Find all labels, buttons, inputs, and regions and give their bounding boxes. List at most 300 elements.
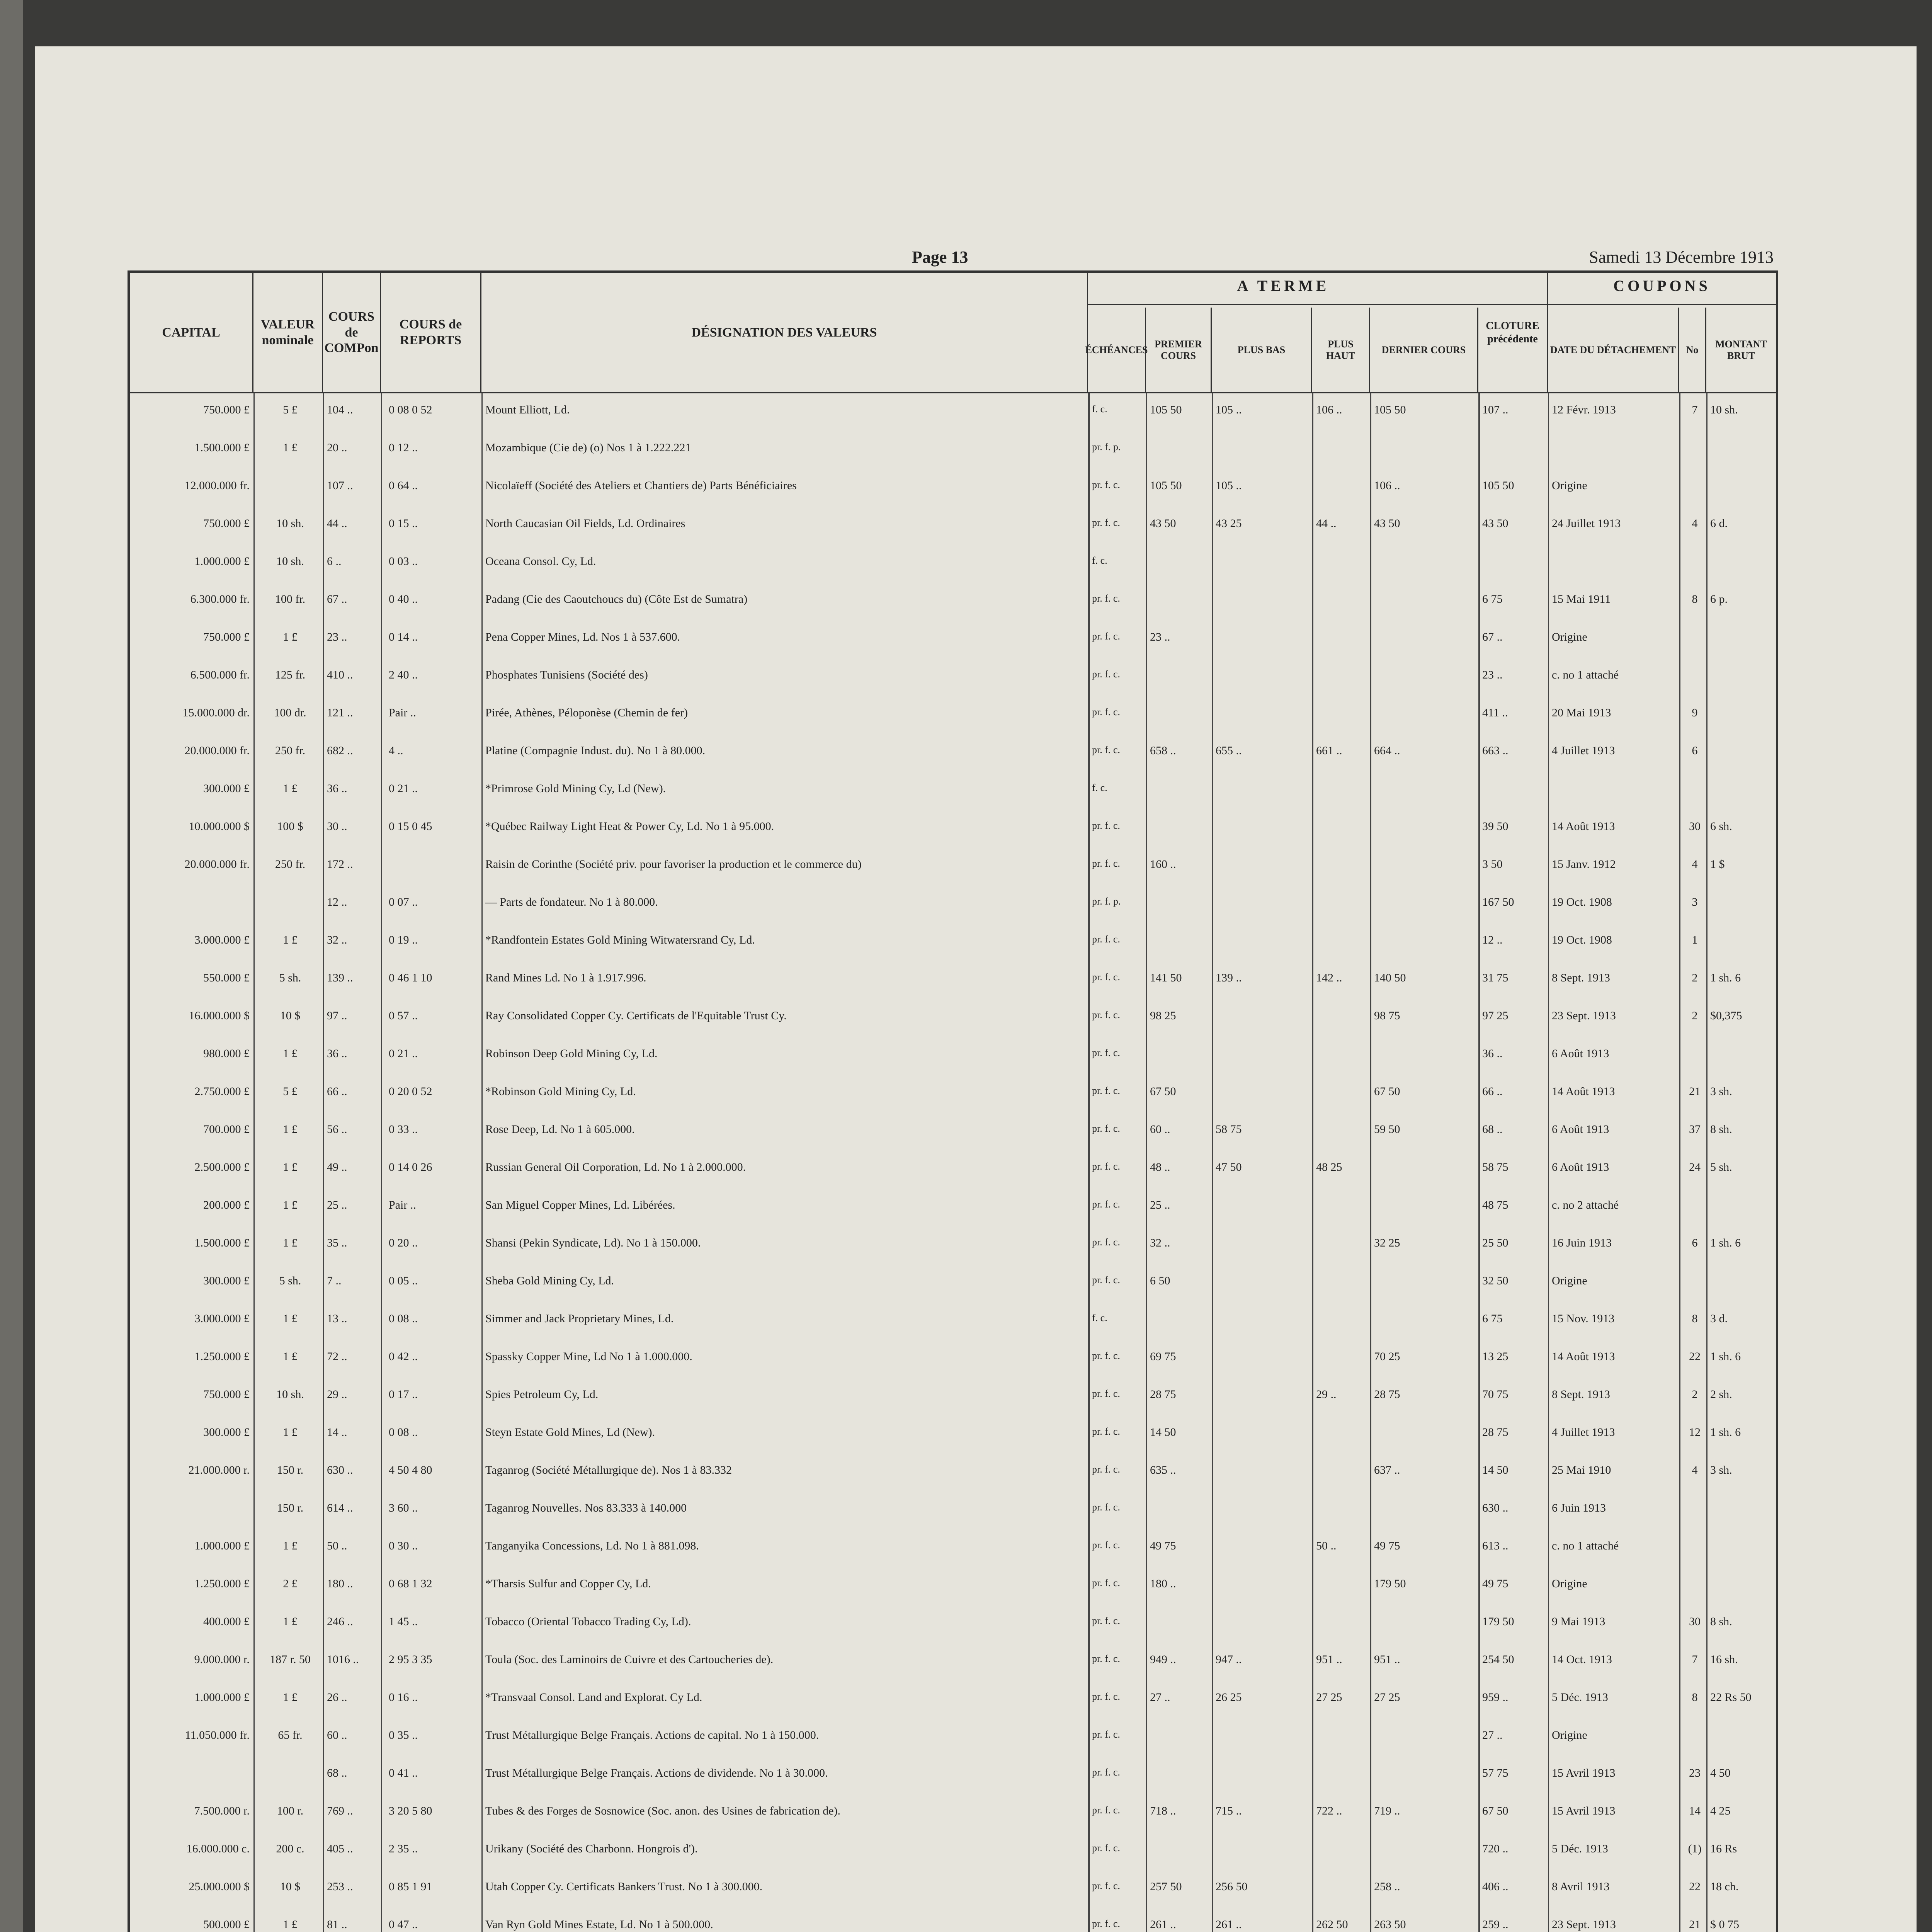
- cell-dernier-cours: 179 50: [1374, 1577, 1406, 1590]
- cell-cours: 36 ..: [327, 1047, 347, 1060]
- header-echeances: ÉCHÉANCES: [1088, 308, 1146, 393]
- cell-designation: — Parts de fondateur. No 1 à 80.000.: [485, 896, 658, 908]
- cell-designation: *Tharsis Sulfur and Copper Cy, Ld.: [485, 1577, 651, 1590]
- cell-date-detachement: 8 Avril 1913: [1552, 1880, 1610, 1893]
- cell-reports: 0 35 ..: [389, 1729, 418, 1742]
- cell-cloture: 6 75: [1482, 1312, 1503, 1325]
- cell-echeance: pr. f. c.: [1092, 668, 1120, 680]
- cell-date-detachement: 15 Mai 1911: [1552, 593, 1611, 605]
- cell-cours: 14 ..: [327, 1426, 347, 1439]
- table-row: [130, 1764, 1776, 1788]
- table-row: [130, 438, 1776, 463]
- header-plus-haut: PLUS HAUT: [1312, 308, 1370, 393]
- table-row: [130, 1233, 1776, 1258]
- cell-cloture: 259 ..: [1482, 1918, 1509, 1931]
- table-row: [130, 779, 1776, 804]
- table-row: [130, 590, 1776, 614]
- cell-echeance: pr. f. p.: [1092, 441, 1121, 452]
- cell-echeance: pr. f. c.: [1092, 858, 1120, 869]
- cell-cours: 682 ..: [327, 744, 353, 757]
- cell-date-detachement: 23 Sept. 1913: [1552, 1009, 1616, 1022]
- cell-cours: 20 ..: [327, 441, 347, 454]
- cell-cloture: 406 ..: [1482, 1880, 1509, 1893]
- table-row: [130, 703, 1776, 728]
- cell-designation: Steyn Estate Gold Mines, Ld (New).: [485, 1426, 655, 1439]
- cell-premier-cours: 949 ..: [1150, 1653, 1176, 1666]
- cell-echeance: pr. f. c.: [1092, 1236, 1120, 1248]
- cell-cloture: 48 75: [1482, 1199, 1509, 1211]
- cell-cours: 44 ..: [327, 517, 347, 530]
- cell-valeur: 100 dr.: [274, 706, 306, 719]
- header-numero: No: [1679, 308, 1706, 393]
- table-row: [130, 1726, 1776, 1750]
- cell-date-detachement: 19 Oct. 1908: [1552, 934, 1612, 946]
- cell-numero: 2: [1692, 1009, 1698, 1022]
- cell-cours: 81 ..: [327, 1918, 347, 1931]
- cell-valeur: 10 $: [280, 1009, 301, 1022]
- cell-designation: North Caucasian Oil Fields, Ld. Ordinaires: [485, 517, 685, 530]
- cell-echeance: pr. f. c.: [1092, 1161, 1120, 1172]
- cell-designation: Rose Deep, Ld. No 1 à 605.000.: [485, 1123, 635, 1136]
- cell-date-detachement: 24 Juillet 1913: [1552, 517, 1621, 530]
- cell-reports: 0 03 ..: [389, 555, 418, 568]
- header-bottom-rule: [130, 392, 1776, 393]
- cell-capital: 21.000.000 r.: [188, 1464, 250, 1476]
- cell-valeur: 1 £: [283, 1312, 298, 1325]
- cell-dernier-cours: 105 50: [1374, 403, 1406, 416]
- cell-dernier-cours: 43 50: [1374, 517, 1400, 530]
- cell-cours: 6 ..: [327, 555, 342, 568]
- cell-date-detachement: 6 Août 1913: [1552, 1047, 1609, 1060]
- cell-cloture: 720 ..: [1482, 1842, 1509, 1855]
- cell-designation: *Québec Railway Light Heat & Power Cy, Ld. No 1 à 95.000.: [485, 820, 774, 833]
- cell-cloture: 39 50: [1482, 820, 1509, 833]
- cell-echeance: pr. f. c.: [1092, 1918, 1120, 1929]
- cell-capital: 1.500.000 £: [194, 1236, 250, 1249]
- cell-reports: 0 17 ..: [389, 1388, 418, 1401]
- cell-capital: 1.500.000 £: [194, 441, 250, 454]
- cell-reports: 0 68 1 32: [389, 1577, 432, 1590]
- cell-plus-haut: 722 ..: [1316, 1804, 1342, 1817]
- cell-reports: 0 85 1 91: [389, 1880, 432, 1893]
- cell-reports: 3 20 5 80: [389, 1804, 432, 1817]
- table-row: [130, 817, 1776, 842]
- cell-cloture: 254 50: [1482, 1653, 1514, 1666]
- table-row: [130, 1650, 1776, 1675]
- cell-cours: 60 ..: [327, 1729, 347, 1742]
- cell-echeance: f. c.: [1092, 403, 1107, 415]
- cell-plus-bas: 256 50: [1216, 1880, 1248, 1893]
- table-row: [130, 893, 1776, 917]
- cell-date-detachement: c. no 1 attaché: [1552, 668, 1619, 681]
- cell-numero: 7: [1692, 1653, 1698, 1666]
- cell-capital: 7.500.000 r.: [194, 1804, 250, 1817]
- cell-cloture: 107 ..: [1482, 403, 1509, 416]
- cell-dernier-cours: 719 ..: [1374, 1804, 1400, 1817]
- table-row: [130, 1688, 1776, 1713]
- cell-cloture: 105 50: [1482, 479, 1514, 492]
- cell-valeur: 1 £: [283, 1047, 298, 1060]
- cell-cloture: 13 25: [1482, 1350, 1509, 1363]
- cell-capital: 12.000.000 fr.: [184, 479, 250, 492]
- table-row: [130, 1006, 1776, 1031]
- cell-echeance: f. c.: [1092, 1312, 1107, 1323]
- cell-capital: 300.000 £: [203, 782, 250, 795]
- cell-cours: 26 ..: [327, 1691, 347, 1704]
- cell-plus-haut: 142 ..: [1316, 971, 1342, 984]
- cell-cloture: 179 50: [1482, 1615, 1514, 1628]
- cell-capital: 3.000.000 £: [194, 934, 250, 946]
- cell-numero: 1: [1692, 934, 1698, 946]
- cell-capital: 2.750.000 £: [194, 1085, 250, 1098]
- cell-cours: 180 ..: [327, 1577, 353, 1590]
- cell-cours: 410 ..: [327, 668, 353, 681]
- cell-montant-brut: 6 p.: [1710, 593, 1728, 605]
- cell-cours: 7 ..: [327, 1274, 342, 1287]
- cell-date-detachement: 14 Oct. 1913: [1552, 1653, 1612, 1666]
- cell-plus-bas: 47 50: [1216, 1161, 1242, 1173]
- cell-echeance: f. c.: [1092, 782, 1107, 793]
- cell-designation: *Transvaal Consol. Land and Explorat. Cy Ld.: [485, 1691, 702, 1704]
- table-row: [130, 855, 1776, 879]
- cell-cloture: 66 ..: [1482, 1085, 1503, 1098]
- cell-echeance: pr. f. c.: [1092, 820, 1120, 831]
- cell-numero: 4: [1692, 1464, 1698, 1476]
- cell-cours: 107 ..: [327, 479, 353, 492]
- cell-cloture: 25 50: [1482, 1236, 1509, 1249]
- cell-cloture: 12 ..: [1482, 934, 1503, 946]
- cell-capital: 400.000 £: [203, 1615, 250, 1628]
- cell-cloture: 630 ..: [1482, 1502, 1509, 1514]
- cell-cours: 13 ..: [327, 1312, 347, 1325]
- cell-cloture: 27 ..: [1482, 1729, 1503, 1742]
- cell-numero: 21: [1689, 1085, 1701, 1098]
- cell-designation: Tobacco (Oriental Tobacco Trading Cy, Ld).: [485, 1615, 691, 1628]
- cell-date-detachement: 16 Juin 1913: [1552, 1236, 1612, 1249]
- cell-echeance: pr. f. c.: [1092, 631, 1120, 642]
- cell-montant-brut: 6 sh.: [1710, 820, 1732, 833]
- cell-cloture: 57 75: [1482, 1767, 1509, 1779]
- cell-cloture: 28 75: [1482, 1426, 1509, 1439]
- cell-valeur: 1 £: [283, 1350, 298, 1363]
- cell-valeur: 2 £: [283, 1577, 298, 1590]
- header-dernier-cours: DERNIER COURS: [1370, 308, 1478, 393]
- cell-premier-cours: 160 ..: [1150, 858, 1176, 871]
- page-date: Samedi 13 Décembre 1913: [1589, 248, 1774, 267]
- cell-montant-brut: 10 sh.: [1710, 403, 1738, 416]
- cell-premier-cours: 718 ..: [1150, 1804, 1176, 1817]
- cell-valeur: 5 sh.: [279, 1274, 301, 1287]
- cell-numero: 6: [1692, 1236, 1698, 1249]
- cell-reports: 0 30 ..: [389, 1539, 418, 1552]
- cell-premier-cours: 14 50: [1150, 1426, 1176, 1439]
- cell-designation: Padang (Cie des Caoutchoucs du) (Côte Est de Sumatra): [485, 593, 748, 605]
- cell-premier-cours: 180 ..: [1150, 1577, 1176, 1590]
- cell-reports: 3 60 ..: [389, 1502, 418, 1514]
- cell-premier-cours: 261 ..: [1150, 1918, 1176, 1931]
- cell-numero: 4: [1692, 858, 1698, 871]
- cell-designation: *Robinson Gold Mining Cy, Ld.: [485, 1085, 636, 1098]
- cell-designation: Pirée, Athènes, Péloponèse (Chemin de fer): [485, 706, 688, 719]
- cell-plus-haut: 951 ..: [1316, 1653, 1342, 1666]
- header-premier-cours: PREMIER COURS: [1146, 308, 1212, 393]
- cell-echeance: pr. f. c.: [1092, 1085, 1120, 1096]
- cell-cours: 23 ..: [327, 631, 347, 643]
- cell-designation: Taganrog Nouvelles. Nos 83.333 à 140.000: [485, 1502, 687, 1514]
- cell-cours: 405 ..: [327, 1842, 353, 1855]
- cell-reports: 2 95 3 35: [389, 1653, 432, 1666]
- cell-echeance: pr. f. c.: [1092, 1804, 1120, 1816]
- cell-reports: 0 08 ..: [389, 1312, 418, 1325]
- table-row: [130, 1120, 1776, 1145]
- cell-montant-brut: 6 d.: [1710, 517, 1728, 530]
- table-row: [130, 665, 1776, 690]
- table-row: [130, 1385, 1776, 1410]
- table-row: [130, 1498, 1776, 1523]
- cell-designation: Nicolaïeff (Société des Ateliers et Chantiers de) Parts Bénéficiaires: [485, 479, 797, 492]
- cell-numero: 8: [1692, 1691, 1698, 1704]
- cell-premier-cours: 48 ..: [1150, 1161, 1170, 1173]
- cell-valeur: 1 £: [283, 441, 298, 454]
- cell-echeance: pr. f. c.: [1092, 1464, 1120, 1475]
- cell-numero: 2: [1692, 1388, 1698, 1401]
- cell-designation: Utah Copper Cy. Certificats Bankers Trust. No 1 à 300.000.: [485, 1880, 763, 1893]
- cell-dernier-cours: 637 ..: [1374, 1464, 1400, 1476]
- cell-cours: 72 ..: [327, 1350, 347, 1363]
- cell-premier-cours: 28 75: [1150, 1388, 1176, 1401]
- cell-echeance: pr. f. c.: [1092, 1842, 1120, 1854]
- cell-echeance: pr. f. c.: [1092, 1502, 1120, 1513]
- cell-designation: Tubes & des Forges de Sosnowice (Soc. anon. des Usines de fabrication de).: [485, 1804, 841, 1817]
- cell-echeance: f. c.: [1092, 555, 1107, 566]
- cell-echeance: pr. f. c.: [1092, 971, 1120, 983]
- cell-date-detachement: 9 Mai 1913: [1552, 1615, 1605, 1628]
- cell-valeur: 1 £: [283, 1161, 298, 1173]
- table-row: [130, 1309, 1776, 1334]
- cell-echeance: pr. f. c.: [1092, 1539, 1120, 1551]
- cell-premier-cours: 32 ..: [1150, 1236, 1170, 1249]
- cell-plus-bas: 43 25: [1216, 517, 1242, 530]
- header-reports: COURS de REPORTS: [381, 273, 481, 393]
- cell-cloture: 23 ..: [1482, 668, 1503, 681]
- cell-numero: 21: [1689, 1918, 1701, 1931]
- cell-numero: 12: [1689, 1426, 1701, 1439]
- cell-capital: 1.000.000 £: [194, 1691, 250, 1704]
- cell-valeur: 65 fr.: [278, 1729, 303, 1742]
- cell-valeur: 1 £: [283, 1123, 298, 1136]
- cell-designation: Spassky Copper Mine, Ld No 1 à 1.000.000.: [485, 1350, 692, 1363]
- cell-capital: 16.000.000 c.: [186, 1842, 250, 1855]
- cell-plus-bas: 261 ..: [1216, 1918, 1242, 1931]
- cell-dernier-cours: 49 75: [1374, 1539, 1400, 1552]
- cell-capital: 300.000 £: [203, 1426, 250, 1439]
- cell-valeur: 1 £: [283, 934, 298, 946]
- cell-cloture: 3 50: [1482, 858, 1503, 871]
- cell-echeance: pr. f. c.: [1092, 479, 1120, 490]
- header-capital: CAPITAL: [130, 273, 253, 393]
- cell-valeur: 1 £: [283, 1199, 298, 1211]
- cell-cours: 30 ..: [327, 820, 347, 833]
- cell-premier-cours: 141 50: [1150, 971, 1182, 984]
- cell-reports: 0 21 ..: [389, 782, 418, 795]
- cell-designation: Trust Métallurgique Belge Français. Actions de dividende. No 1 à 30.000.: [485, 1767, 828, 1779]
- cell-cours: 139 ..: [327, 971, 353, 984]
- header-a-terme: A TERME: [1237, 277, 1330, 294]
- cell-echeance: pr. f. p.: [1092, 896, 1121, 907]
- cell-cours: 67 ..: [327, 593, 347, 605]
- table-row: [130, 1196, 1776, 1220]
- cell-valeur: 250 fr.: [275, 858, 306, 871]
- cell-plus-haut: 44 ..: [1316, 517, 1337, 530]
- cell-plus-bas: 715 ..: [1216, 1804, 1242, 1817]
- cell-echeance: pr. f. c.: [1092, 934, 1120, 945]
- table-row: [130, 1839, 1776, 1864]
- cell-reports: 2 40 ..: [389, 668, 418, 681]
- cell-cours: 172 ..: [327, 858, 353, 871]
- cell-premier-cours: 43 50: [1150, 517, 1176, 530]
- cell-valeur: 1 £: [283, 1236, 298, 1249]
- cell-numero: 2: [1692, 971, 1698, 984]
- cell-premier-cours: 658 ..: [1150, 744, 1176, 757]
- cell-dernier-cours: 70 25: [1374, 1350, 1400, 1363]
- cell-valeur: 1 £: [283, 782, 298, 795]
- cell-valeur: 5 £: [283, 1085, 298, 1098]
- cell-valeur: 100 r.: [277, 1804, 304, 1817]
- cell-cloture: 959 ..: [1482, 1691, 1509, 1704]
- cell-valeur: 5 £: [283, 403, 298, 416]
- cell-montant-brut: $0,375: [1710, 1009, 1742, 1022]
- cell-plus-haut: 50 ..: [1316, 1539, 1337, 1552]
- cell-premier-cours: 257 50: [1150, 1880, 1182, 1893]
- cell-capital: 300.000 £: [203, 1274, 250, 1287]
- cell-date-detachement: 6 Juin 1913: [1552, 1502, 1606, 1514]
- cell-cloture: 31 75: [1482, 971, 1509, 984]
- cell-cloture: 67 ..: [1482, 631, 1503, 643]
- cell-echeance: pr. f. c.: [1092, 1123, 1120, 1134]
- cell-echeance: pr. f. c.: [1092, 1577, 1120, 1588]
- cell-montant-brut: $ 0 75: [1710, 1918, 1739, 1931]
- cell-date-detachement: 6 Août 1913: [1552, 1161, 1609, 1173]
- cell-echeance: pr. f. c.: [1092, 593, 1120, 604]
- page-number: Page 13: [912, 248, 968, 267]
- cell-date-detachement: Origine: [1552, 1577, 1587, 1590]
- table-row: [130, 400, 1776, 425]
- cell-designation: Simmer and Jack Proprietary Mines, Ld.: [485, 1312, 674, 1325]
- cell-valeur: 1 £: [283, 631, 298, 643]
- cell-plus-haut: 661 ..: [1316, 744, 1342, 757]
- cell-date-detachement: 14 Août 1913: [1552, 1350, 1615, 1363]
- cell-numero: (1): [1688, 1842, 1702, 1855]
- cell-cloture: 58 75: [1482, 1161, 1509, 1173]
- cell-valeur: 125 fr.: [275, 668, 306, 681]
- cell-valeur: 1 £: [283, 1539, 298, 1552]
- cell-montant-brut: 8 sh.: [1710, 1123, 1732, 1136]
- cell-montant-brut: 18 ch.: [1710, 1880, 1739, 1893]
- cell-designation: Sheba Gold Mining Cy, Ld.: [485, 1274, 614, 1287]
- cell-designation: *Primrose Gold Mining Cy, Ld (New).: [485, 782, 666, 795]
- header-designation: DÉSIGNATION DES VALEURS: [481, 273, 1088, 393]
- cell-cloture: 68 ..: [1482, 1123, 1503, 1136]
- cell-valeur: 10 sh.: [276, 555, 304, 568]
- cell-date-detachement: 15 Avril 1913: [1552, 1767, 1616, 1779]
- cell-plus-haut: 29 ..: [1316, 1388, 1337, 1401]
- cell-montant-brut: 16 sh.: [1710, 1653, 1738, 1666]
- cell-premier-cours: 27 ..: [1150, 1691, 1170, 1704]
- cell-echeance: pr. f. c.: [1092, 517, 1120, 528]
- cell-echeance: pr. f. c.: [1092, 1767, 1120, 1778]
- cell-date-detachement: 8 Sept. 1913: [1552, 971, 1610, 984]
- cell-numero: 30: [1689, 820, 1701, 833]
- header-cours: COURS de COMPon: [323, 273, 381, 393]
- cell-premier-cours: 635 ..: [1150, 1464, 1176, 1476]
- table-row: [130, 1082, 1776, 1107]
- cell-valeur: 200 c.: [276, 1842, 304, 1855]
- cell-echeance: pr. f. c.: [1092, 1009, 1120, 1020]
- cell-numero: 9: [1692, 706, 1698, 719]
- cell-date-detachement: c. no 1 attaché: [1552, 1539, 1619, 1552]
- quotes-table: [128, 270, 1778, 1932]
- table-row: [130, 1347, 1776, 1372]
- cell-date-detachement: 20 Mai 1913: [1552, 706, 1611, 719]
- cell-reports: 0 20 ..: [389, 1236, 418, 1249]
- cell-cours: 246 ..: [327, 1615, 353, 1628]
- header-divider: [1088, 304, 1776, 305]
- cell-reports: 0 14 0 26: [389, 1161, 432, 1173]
- cell-date-detachement: 6 Août 1913: [1552, 1123, 1609, 1136]
- table-row: [130, 1158, 1776, 1182]
- cell-echeance: pr. f. c.: [1092, 1426, 1120, 1437]
- cell-capital: 6.300.000 fr.: [190, 593, 250, 605]
- cell-reports: Pair ..: [389, 1199, 416, 1211]
- cell-designation: Oceana Consol. Cy, Ld.: [485, 555, 596, 568]
- cell-numero: 6: [1692, 744, 1698, 757]
- cell-numero: 7: [1692, 403, 1698, 416]
- cell-cloture: 36 ..: [1482, 1047, 1503, 1060]
- cell-dernier-cours: 59 50: [1374, 1123, 1400, 1136]
- cell-date-detachement: 4 Juillet 1913: [1552, 744, 1615, 757]
- cell-date-detachement: 15 Nov. 1913: [1552, 1312, 1615, 1325]
- cell-reports: 0 64 ..: [389, 479, 418, 492]
- cell-dernier-cours: 140 50: [1374, 971, 1406, 984]
- cell-valeur: 150 r.: [277, 1464, 304, 1476]
- cell-reports: 0 05 ..: [389, 1274, 418, 1287]
- cell-cours: 36 ..: [327, 782, 347, 795]
- cell-capital: 1.000.000 £: [194, 555, 250, 568]
- cell-montant-brut: 3 d.: [1710, 1312, 1728, 1325]
- cell-designation: Ray Consolidated Copper Cy. Certificats de l'Equitable Trust Cy.: [485, 1009, 787, 1022]
- cell-cloture: 6 75: [1482, 593, 1503, 605]
- cell-designation: Phosphates Tunisiens (Société des): [485, 668, 648, 681]
- cell-capital: 550.000 £: [203, 971, 250, 984]
- cell-reports: 0 07 ..: [389, 896, 418, 908]
- header-valeur: VALEUR nominale: [253, 273, 323, 393]
- cell-designation: Taganrog (Société Métallurgique de). Nos 1 à 83.332: [485, 1464, 732, 1476]
- cell-montant-brut: 22 Rs 50: [1710, 1691, 1752, 1704]
- cell-montant-brut: 4 25: [1710, 1804, 1731, 1817]
- table-row: [130, 552, 1776, 577]
- cell-valeur: 150 r.: [277, 1502, 304, 1514]
- cell-montant-brut: 1 sh. 6: [1710, 971, 1741, 984]
- header-date-detachement: DATE DU DÉTACHEMENT: [1548, 308, 1679, 393]
- cell-date-detachement: Origine: [1552, 1729, 1587, 1742]
- cell-designation: Raisin de Corinthe (Société priv. pour favoriser la production et le commerce du): [485, 858, 862, 871]
- cell-cours: 253 ..: [327, 1880, 353, 1893]
- cell-plus-bas: 26 25: [1216, 1691, 1242, 1704]
- cell-date-detachement: 14 Août 1913: [1552, 1085, 1615, 1098]
- cell-designation: Platine (Compagnie Indust. du). No 1 à 80.000.: [485, 744, 706, 757]
- cell-capital: 9.000.000 r.: [194, 1653, 250, 1666]
- cell-designation: San Miguel Copper Mines, Ld. Libérées.: [485, 1199, 675, 1211]
